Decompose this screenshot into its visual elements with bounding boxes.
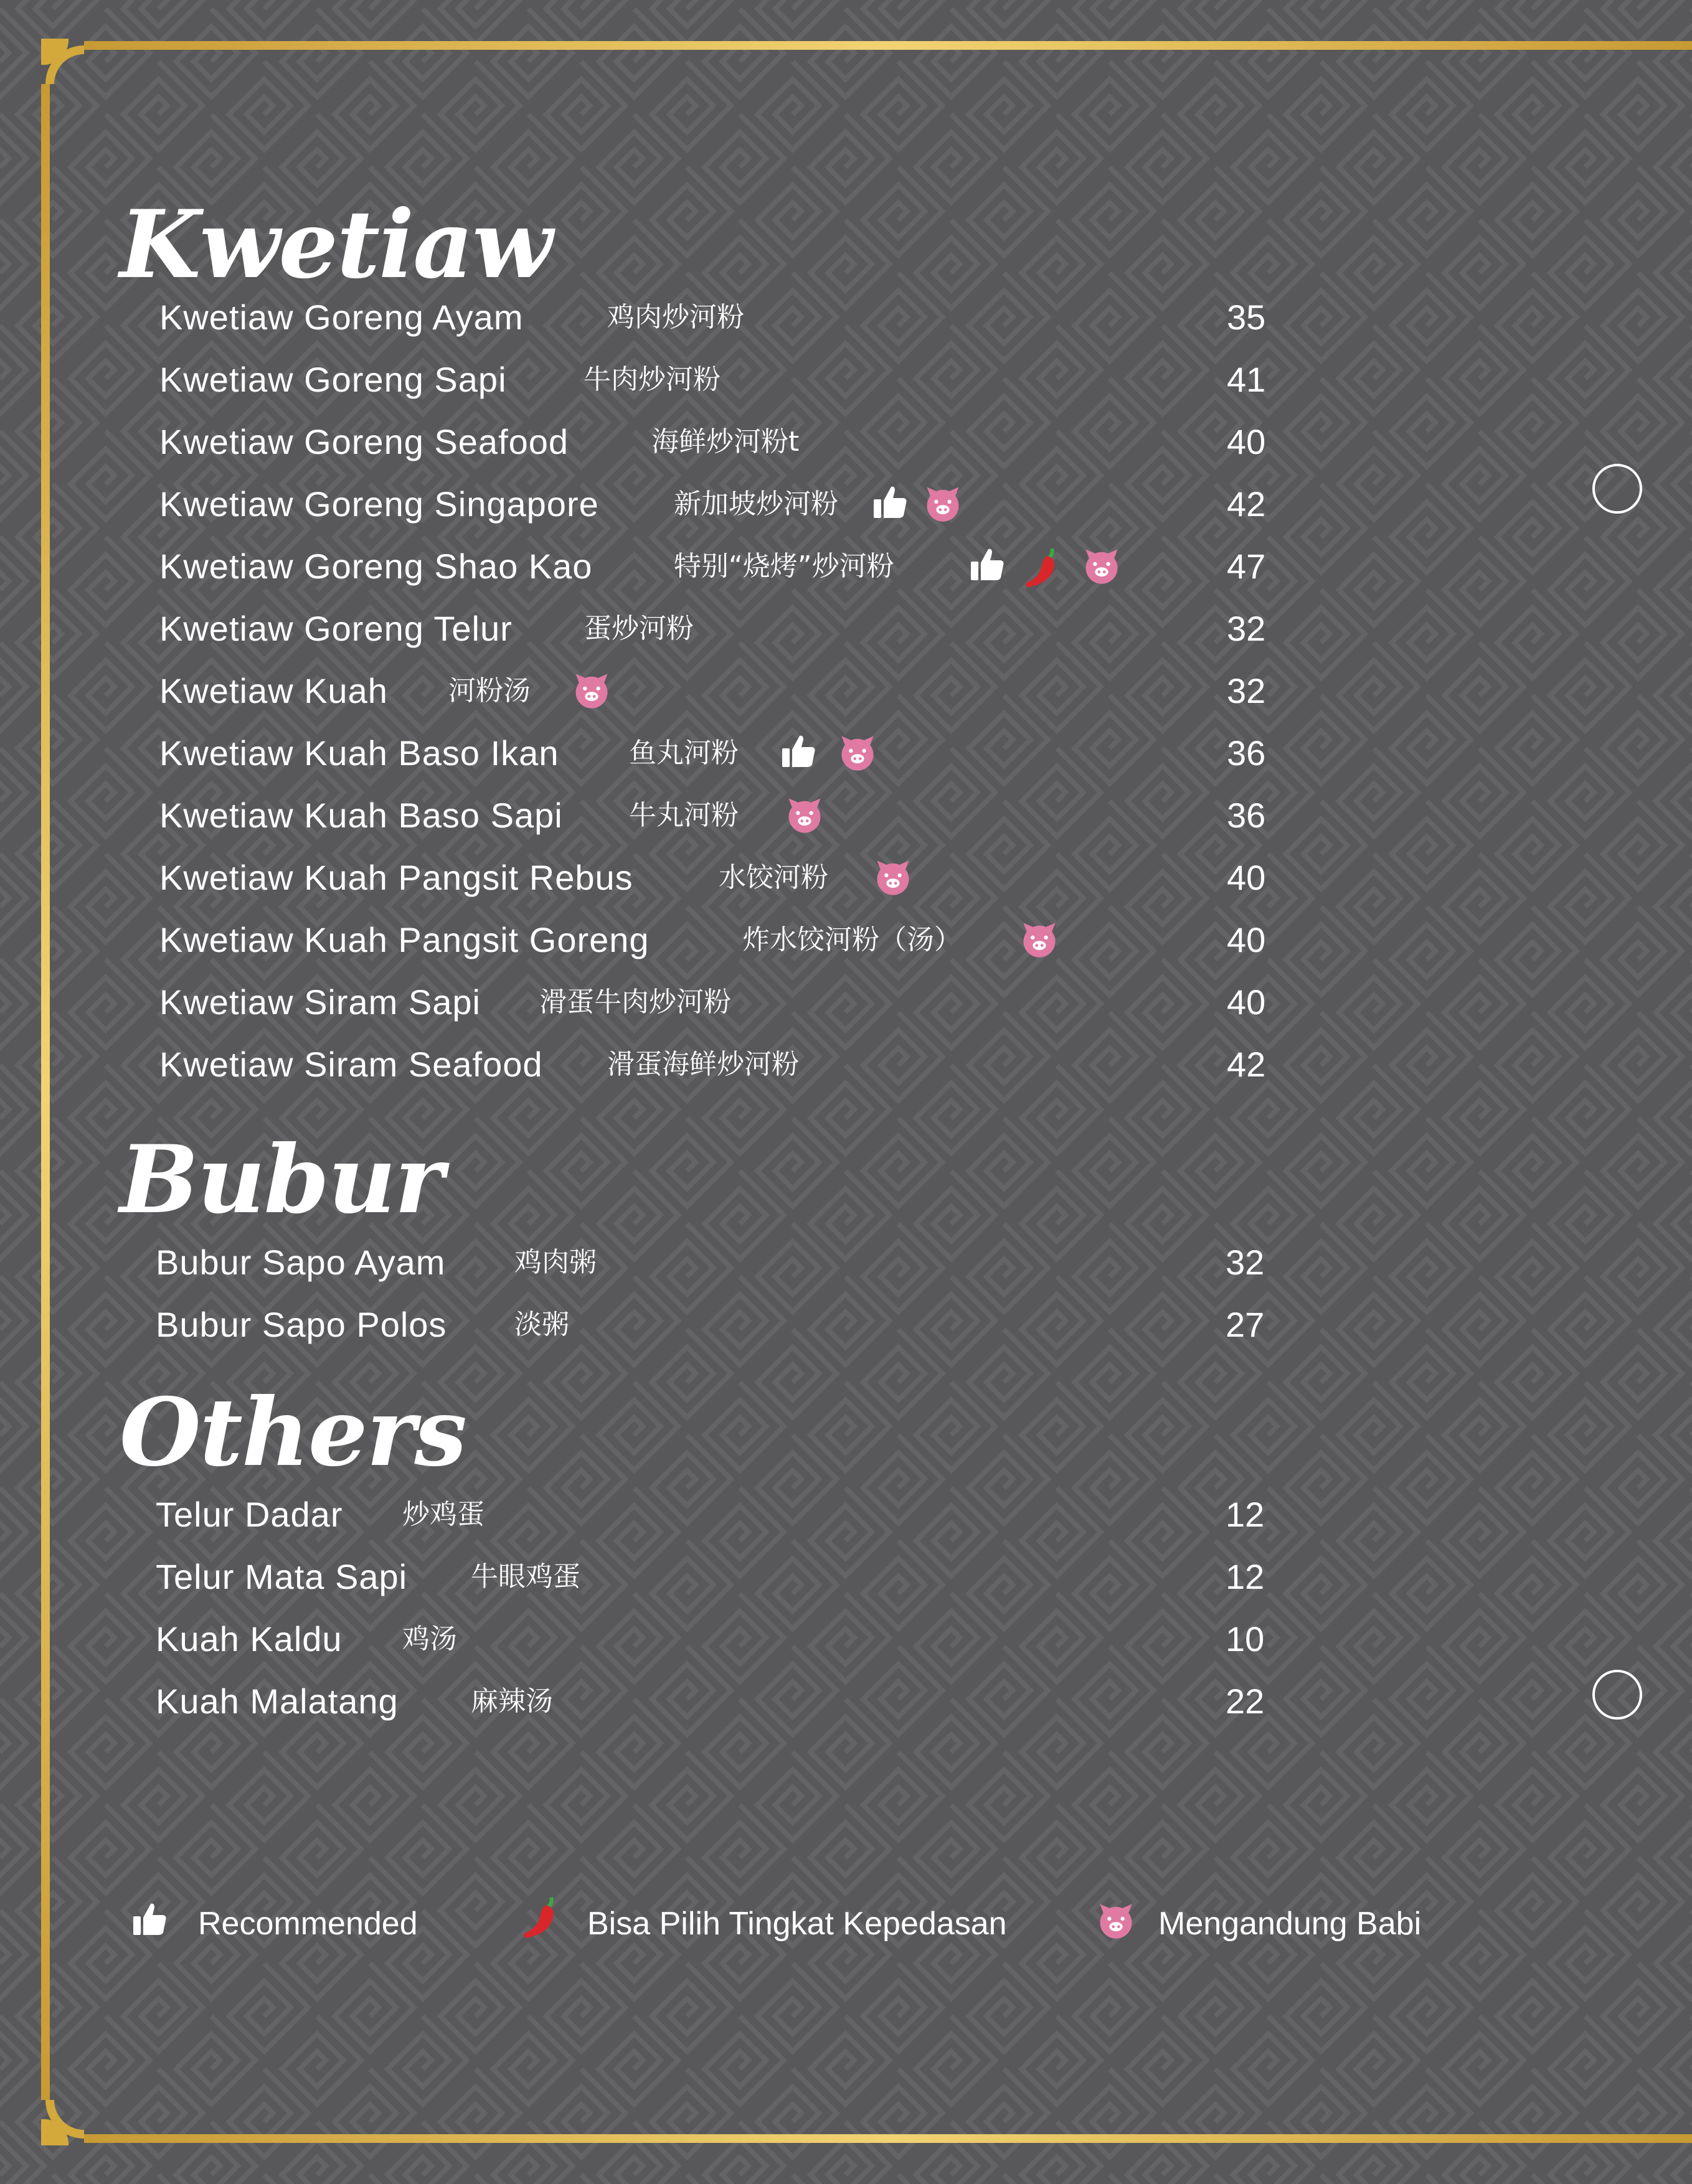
menu-item-price: 32 (1226, 1243, 1265, 1282)
menu-item-chinese-name: 新加坡炒河粉 (674, 488, 838, 520)
menu-item-chinese-name: 麻辣汤 (471, 1685, 553, 1717)
menu-item (0, 1294, 1370, 1356)
legend-spicy: Bisa Pilih Tingkat Kepedasan (587, 1906, 1007, 1942)
menu-item (0, 784, 1370, 847)
thumbs-up-icon (967, 544, 1007, 587)
menu-item-chinese-name: 炸水饺河粉（汤） (742, 924, 962, 956)
menu-item-name: Telur Mata Sapi (156, 1557, 408, 1596)
menu-item (0, 535, 1370, 598)
chili-icon (1019, 544, 1067, 595)
menu-item-price: 41 (1227, 360, 1266, 399)
menu-item (0, 847, 1370, 909)
menu-item-price: 42 (1227, 1045, 1266, 1084)
menu-item-chinese-name: 河粉汤 (448, 675, 531, 707)
menu-item-chinese-name: 牛肉炒河粉 (584, 364, 721, 395)
menu-item-price: 36 (1227, 733, 1266, 773)
menu-item-price: 12 (1226, 1495, 1265, 1534)
menu-item-chinese-name: 鸡肉粥 (514, 1246, 597, 1278)
menu-item-chinese-name: 蛋炒河粉 (584, 613, 694, 644)
menu-item-name: Kwetiaw Kuah Baso Ikan (159, 733, 559, 773)
menu-item-price: 35 (1227, 298, 1266, 337)
section-title-others: Others (120, 1378, 466, 1487)
menu-item-name: Kuah Kaldu (156, 1619, 343, 1659)
menu-item-chinese-name: 特别“烧烤”炒河粉 (674, 550, 894, 582)
menu-item-chinese-name: 牛丸河粉 (629, 799, 739, 831)
menu-item-price: 40 (1227, 422, 1266, 461)
chili-icon (517, 1893, 567, 1942)
menu-item-price: 40 (1227, 858, 1266, 897)
menu-item-price: 40 (1227, 920, 1266, 959)
menu-item-chinese-name: 滑蛋牛肉炒河粉 (539, 986, 731, 1018)
menu-item-name: Kwetiaw Goreng Ayam (159, 298, 524, 337)
menu-item-price: 40 (1227, 982, 1266, 1022)
menu-item (0, 598, 1370, 660)
menu-item-name: Kuah Malatang (156, 1682, 399, 1721)
menu-item-chinese-name: 牛眼鸡蛋 (471, 1561, 580, 1593)
menu-item (0, 1608, 1370, 1670)
thumbs-up-icon (130, 1899, 169, 1939)
pig-icon (872, 855, 914, 901)
menu-item-price: 36 (1227, 796, 1266, 835)
menu-item (0, 473, 1370, 535)
menu-item-price: 32 (1227, 671, 1266, 710)
section-title-bubur: Bubur (120, 1125, 443, 1235)
menu-item-chinese-name: 水饺河粉 (719, 862, 828, 893)
pig-icon (783, 793, 826, 839)
menu-item (0, 909, 1370, 971)
menu-item (0, 1546, 1370, 1608)
menu-item (0, 1231, 1370, 1294)
menu-item-price: 32 (1227, 609, 1266, 648)
pig-icon (570, 669, 613, 714)
menu-item-name: Kwetiaw Goreng Sapi (159, 360, 507, 399)
menu-item-price: 10 (1226, 1619, 1265, 1659)
menu-item (0, 1484, 1370, 1546)
menu-item (0, 660, 1370, 722)
menu-item-name: Kwetiaw Kuah Pangsit Rebus (159, 858, 633, 897)
menu-item-chinese-name: 鱼丸河粉 (629, 737, 739, 769)
thumbs-up-icon (778, 731, 818, 774)
pig-icon (1095, 1899, 1137, 1941)
menu-item-price: 22 (1226, 1682, 1265, 1721)
menu-item (0, 1033, 1370, 1096)
menu-item-name: Kwetiaw Goreng Seafood (159, 422, 569, 461)
menu-item-name: Kwetiaw Siram Seafood (159, 1045, 543, 1084)
menu-item-price: 42 (1227, 484, 1266, 524)
menu-item-price: 47 (1227, 547, 1266, 586)
binder-ring-top (1592, 464, 1642, 514)
menu-item-chinese-name: 鸡汤 (402, 1623, 457, 1655)
menu-item-name: Kwetiaw Goreng Singapore (159, 484, 599, 524)
menu-item (0, 971, 1370, 1033)
section-title-kwetiaw: Kwetiaw (120, 190, 552, 299)
menu-item-name: Kwetiaw Kuah Pangsit Goreng (159, 920, 650, 959)
menu-item-name: Kwetiaw Goreng Shao Kao (159, 547, 593, 586)
menu-item-chinese-name: 淡粥 (514, 1309, 569, 1340)
menu-item-price: 27 (1226, 1305, 1265, 1344)
menu-item (0, 722, 1370, 784)
menu-item-chinese-name: 鸡肉炒河粉 (607, 301, 744, 333)
pig-icon (1018, 918, 1061, 963)
menu-item-name: Bubur Sapo Ayam (156, 1243, 446, 1282)
legend-pork: Mengandung Babi (1158, 1906, 1422, 1942)
menu-item (0, 1670, 1370, 1733)
binder-ring-bottom (1592, 1670, 1642, 1720)
menu-item-name: Telur Dadar (156, 1495, 343, 1534)
thumbs-up-icon (870, 482, 910, 525)
menu-item-name: Kwetiaw Kuah Baso Sapi (159, 796, 563, 835)
menu-item-chinese-name: 滑蛋海鲜炒河粉 (607, 1048, 799, 1080)
menu-item (0, 411, 1370, 473)
menu-item (0, 286, 1370, 349)
menu-item-chinese-name: 海鲜炒河粉t (651, 426, 800, 458)
menu-item-chinese-name: 炒鸡蛋 (402, 1499, 484, 1530)
menu-item-name: Kwetiaw Goreng Telur (159, 609, 513, 648)
pig-icon (1080, 544, 1123, 590)
menu-item-name: Kwetiaw Kuah (159, 671, 388, 710)
legend-recommended: Recommended (198, 1906, 418, 1942)
menu-item-price: 12 (1226, 1557, 1265, 1596)
menu-item (0, 349, 1370, 411)
menu-item-name: Bubur Sapo Polos (156, 1305, 447, 1344)
menu-item-name: Kwetiaw Siram Sapi (159, 982, 481, 1022)
pig-icon (836, 731, 879, 776)
pig-icon (922, 482, 964, 527)
